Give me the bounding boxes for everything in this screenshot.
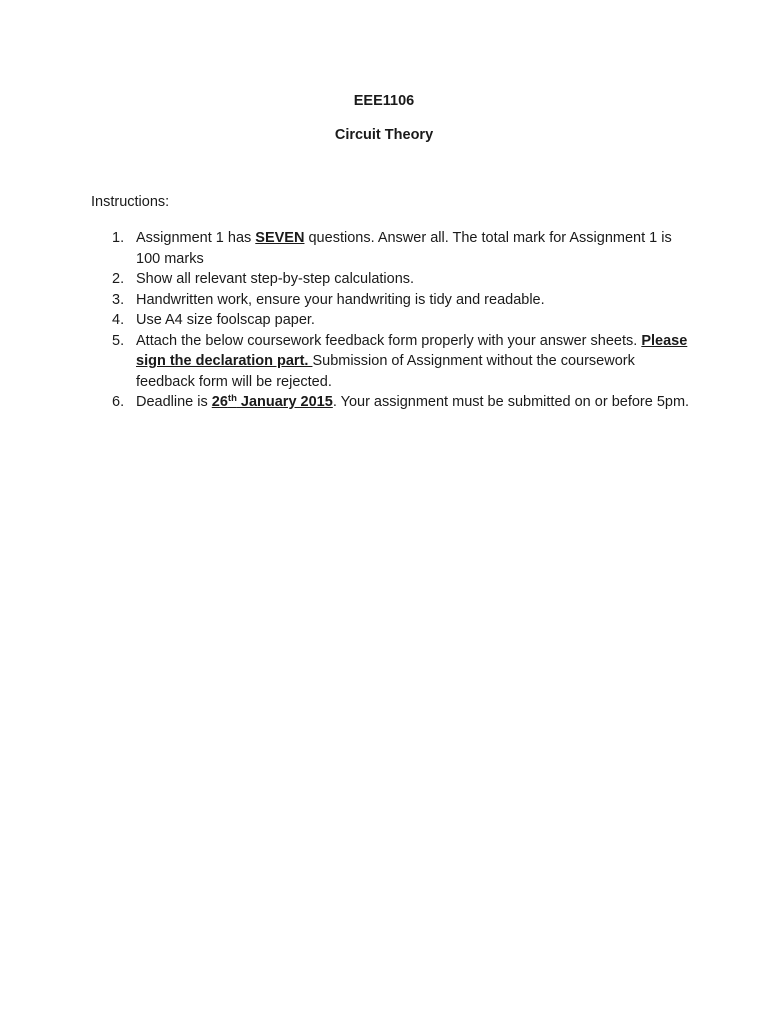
list-item [91, 392, 691, 413]
list-item [91, 269, 691, 290]
deadline-date [212, 394, 333, 410]
item-text: Deadline is [136, 394, 212, 410]
emphasis-text: SEVEN [255, 230, 305, 246]
item-text: Use A4 size foolscap paper. [136, 312, 315, 328]
emphasis-text: Please sign the declaration part. [136, 332, 688, 369]
course-code: EEE1106 [353, 93, 415, 109]
item-text: Assignment 1 has [136, 230, 256, 246]
list-item [91, 228, 691, 269]
item-number: 3. [112, 291, 125, 308]
item-number: 1. [112, 230, 125, 246]
deadline-month-year: January 2015 [236, 394, 333, 410]
item-number: 6. [112, 394, 125, 410]
deadline-day: 26 [211, 394, 228, 410]
item-text: Submission of Assignment without the coursework feedback form will be rejected. [136, 353, 635, 390]
item-number: 4. [112, 312, 125, 328]
item-text: . Your assignment must be submitted on or before 5pm. [332, 394, 690, 410]
item-text: questions. Answer all. The total mark for Assignment 1 is 100 marks [136, 230, 672, 267]
list-item [91, 331, 691, 393]
list-item [91, 310, 691, 331]
item-number: 5. [112, 332, 125, 349]
item-number: 2. [112, 271, 125, 287]
list-item [91, 290, 691, 311]
instructions-heading: Instructions: [91, 194, 170, 210]
course-name: Circuit Theory [334, 127, 434, 143]
item-text: Handwritten work, ensure your handwriting is tidy and readable. [136, 291, 545, 308]
instructions-list [91, 228, 691, 413]
deadline-day-suffix: th [227, 393, 237, 404]
item-text: Attach the below coursework feedback form properly with your answer sheets. [136, 332, 642, 349]
item-text: Show all relevant step-by-step calculations. [136, 271, 415, 287]
